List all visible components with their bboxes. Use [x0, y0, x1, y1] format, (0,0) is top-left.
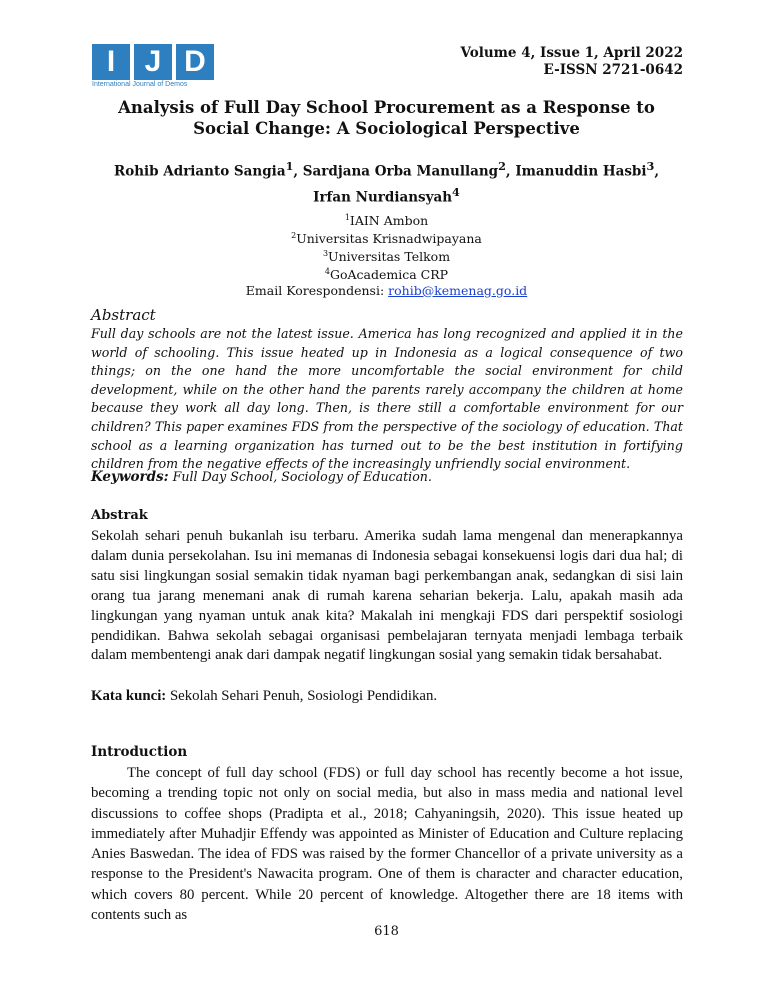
- author-sup: 2: [498, 159, 506, 173]
- affiliation-name: IAIN Ambon: [349, 213, 429, 229]
- author-sep: ,: [293, 163, 303, 180]
- paper-title: Analysis of Full Day School Procurement as a Response to Social Change: A Sociological Perspective: [118, 98, 655, 138]
- author-sup: 4: [452, 184, 460, 199]
- author-sep: ,: [505, 163, 516, 180]
- email-label: Email Korespondensi:: [245, 282, 385, 298]
- abstrak-heading: Abstrak: [91, 508, 148, 523]
- logo-letter-d: D: [176, 44, 214, 80]
- author-name: Rohib Adrianto Sangia: [113, 163, 286, 180]
- affiliation-sup: 2: [291, 231, 297, 241]
- logo-letter-j: J: [134, 44, 172, 80]
- author-name: Irfan Nurdiansyah: [313, 189, 453, 205]
- author-sup: 3: [646, 159, 655, 173]
- introduction-text: The concept of full day school (FDS) or full day school has recently become a hot issue, becoming a trending topic not only on social media, but also in mass media and national level discussions to coffee shops (Pradipta et al., 2018; Cahyaningsih, 2020). This issue heated up immediately after Muhadjir Effendy was appointed as Minister of Education and Culture replacing Anies Baswedan. The idea of FDS was raised by the former Chancellor of a private university as a response to the President's Nawacita program. One of them is character and character education, which covers 80 percent. While 20 percent of knowledge. Altogether there are 18 items with contents such as: [91, 765, 683, 924]
- affiliation-sup: 3: [322, 249, 329, 259]
- kata-kunci-line: [91, 688, 437, 705]
- issn-line: E-ISSN 2721-0642: [543, 62, 683, 78]
- journal-logo: [92, 44, 218, 88]
- affiliation-name: GoAcademica CRP: [330, 267, 449, 283]
- affiliation-list: [90, 210, 683, 298]
- kata-kunci-label: Kata kunci:: [91, 688, 167, 704]
- abstract-text: Full day schools are not the latest issue. America has long recognized and applied it in the world of schooling. This issue heated up in Indonesia as a logical consequence of two things; on the one hand the more uncomfortable the social environment for child development, while on the other hand the parents rarely accompany the children at home because they work all day long. Then, is there still a comfortable environment for our children? This paper examines FDS from the perspective of the sociology of education. That school as a learning organization has turned out to be the best institution in fortifying children from the negative effects of the increasingly unfriendly social environment.: [91, 326, 683, 472]
- author-name: Imanuddin Hasbi: [515, 163, 647, 180]
- issue-info: [460, 45, 683, 79]
- logo-subtitle: International Journal of Demos: [92, 81, 188, 88]
- page-number: 618: [374, 924, 399, 939]
- logo-letter-i: I: [92, 44, 130, 80]
- kata-kunci-value: Sekolah Sehari Penuh, Sosiologi Pendidikan.: [169, 688, 438, 704]
- abstrak-text: Sekolah sehari penuh bukanlah isu terbaru. Amerika sudah lama mengenal dan menerapkannya dalam dunia persekolahan. Isu ini memanas di Indonesia sebagai konsekuensi logis dari dua hal; di satu sisi lingkungan sosial semakin tidak nyaman bagi perkembangan anak, sedangkan di sisi lain orang tua jarang menemani anak di rumah karena seharian bekerja. Lalu, apakah masih ada lingkungan yang nyaman untuk anak kita? Makalah ini mengkaji FDS dari perspektif sosiologi pendidikan. Bahwa sekolah sebagai organisasi pembelajaran ternyata menjadi lembaga terbaik dalam membentengi anak dari dampak negatif lingkungan sosial yang semakin tidak bersahabat.: [91, 528, 683, 664]
- author-list: [90, 156, 683, 207]
- author-name: Sardjana Orba Manullang: [302, 163, 499, 180]
- email-link[interactable]: rohib@kemenag.go.id: [388, 282, 528, 298]
- keywords-value: Full Day School, Sociology of Education.: [172, 469, 432, 484]
- abstract-heading: Abstract: [91, 306, 156, 324]
- affiliation-item: [90, 246, 683, 264]
- author-sup: 1: [285, 159, 294, 173]
- introduction-heading: Introduction: [91, 744, 188, 760]
- affiliation-name: Universitas Telkom: [328, 249, 451, 265]
- affiliation-item: [90, 264, 683, 282]
- keywords-label: Keywords:: [91, 469, 169, 485]
- keywords-line: [91, 469, 432, 485]
- affiliation-item: [90, 210, 683, 228]
- affiliation-item: [90, 228, 683, 246]
- affiliation-name: Universitas Krisnadwipayana: [296, 231, 482, 247]
- author-sep: ,: [654, 163, 660, 180]
- correspondence-email: [90, 283, 683, 298]
- volume-line: Volume 4, Issue 1, April 2022: [460, 45, 683, 61]
- affiliation-sup: 1: [344, 213, 350, 222]
- affiliation-sup: 4: [324, 267, 331, 277]
